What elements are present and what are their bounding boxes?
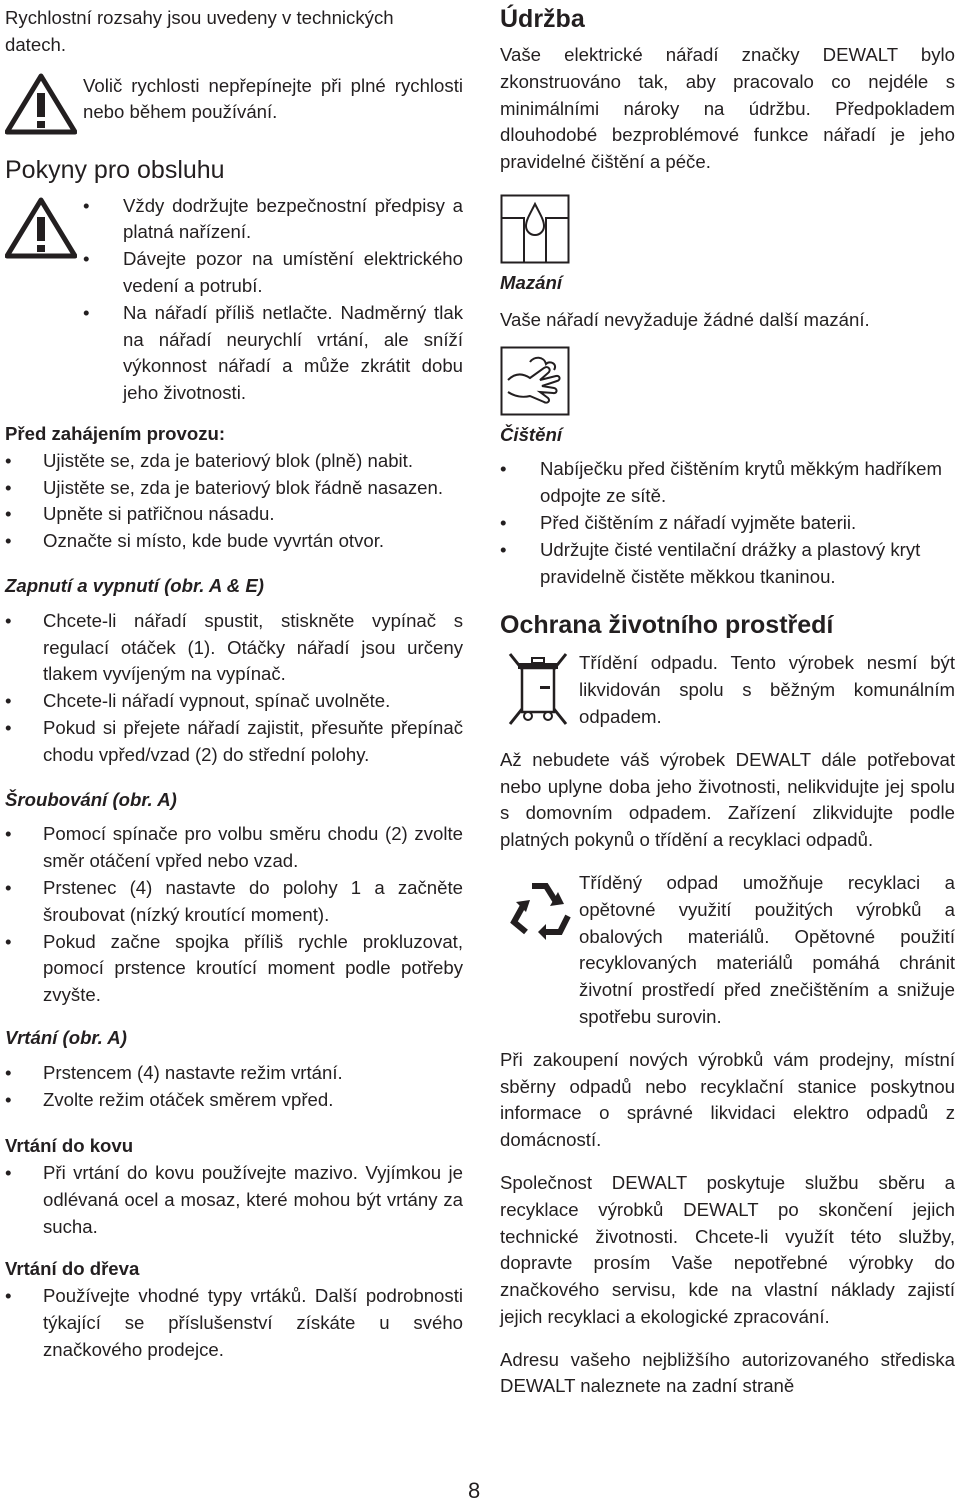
list-item: • Chcete-li nářadí vypnout, spínač uvolněte. <box>5 688 463 715</box>
list-item: • Upněte si patřičnou násadu. <box>5 501 463 528</box>
metal-title: Vrtání do kovu <box>5 1135 134 1157</box>
warning-1-text: Volič rychlosti nepřepínejte při plné rychlosti nebo během používání. <box>83 74 463 123</box>
list-item: • Vždy dodržujte bezpečnostní předpisy a platná nařízení. <box>5 193 463 247</box>
list-item: • Dávejte pozor na umístění elektrického vedení a potrubí. <box>5 246 463 300</box>
env-p3-b: WALT poskytuje službu sběru a recyklace výrobků D <box>500 1171 956 1220</box>
list-item: • Ujistěte se, zda je bateriový blok řádně nasazen. <box>5 475 463 502</box>
onoff-title: Zapnutí a vypnutí (obr. A & E) <box>5 574 264 596</box>
list-item: • Pomocí spínače pro volbu směru chodu (2) zvolte směr otáčení vpřed nebo vzad. <box>5 821 463 875</box>
list-item: • Prstenec (4) nastavte do polohy 1 a začněte šroubovat (nízký kroutící moment). <box>5 875 463 929</box>
weee-text: Třídění odpadu. Tento výrobek nesmí být likvidován spolu s běžným komunálním odpadem. <box>579 652 955 727</box>
screw-list <box>5 821 463 1009</box>
brand-e: E <box>513 1375 526 1397</box>
env-p4-b: WALT naleznete na zadní straně <box>525 1375 795 1397</box>
list-item: • Používejte vhodné typy vrtáků. Další podrobnosti týkající se příslušenství získáte u svého značkového prodejce. <box>5 1283 463 1363</box>
intro-line-1: Rychlostní rozsahy jsou uvedeny v technických <box>5 7 394 28</box>
brand-e: E <box>749 748 762 770</box>
recycle-text: Tříděný odpad umožňuje recyklaci a opětovné využití použitých výrobků a obalových materiálů. Opětovné použití recyklovaných materiálů pomáhá chránit životní prostředí před znečištěním a snižuje spotřebu surovin. <box>579 871 955 1027</box>
operating-list <box>5 193 463 407</box>
env-p1-a: Až nebudete váš výrobek D <box>500 748 750 770</box>
drill-list <box>5 1060 463 1114</box>
brand-e: E <box>625 1171 638 1193</box>
brand-e: E <box>836 44 849 65</box>
list-item: • Prstencem (4) nastavte režim vrtání. <box>5 1060 463 1087</box>
env-p3-a: Společnost D <box>500 1171 626 1193</box>
lube-text: Vaše nářadí nevyžaduje žádné další mazání. <box>500 308 870 330</box>
warning-block-1 <box>5 73 463 141</box>
before-title: Před zahájením provozu: <box>5 422 226 444</box>
list-item: • Udržujte čisté ventilační drážky a plastový kryt pravidelně čistěte měkkou tkaninou. <box>500 537 955 591</box>
list-item: • Pokud začne spojka příliš rychle prokluzovat, pomocí prstence kroutící moment podle potřeby zvyšte. <box>5 929 463 1009</box>
maintenance-text <box>500 42 955 176</box>
recycle-block <box>500 870 955 1031</box>
clean-list <box>500 456 955 590</box>
onoff-list <box>5 608 463 769</box>
env-p1-b: WALT dále potřebovat nebo uplyne doba jeho životnosti, nelikvidujte jej spolu s domovním odpadem. Zařízení zlikvidujte podle platných pokynů o třídění a recyklaci odpadů. <box>500 748 955 851</box>
list-item: • Ujistěte se, zda je bateriový blok (plně) nabit. <box>5 448 463 475</box>
weee-block <box>500 650 955 730</box>
list-item: • Před čištěním z nářadí vyjměte baterii. <box>500 510 955 537</box>
env-paragraph-4 <box>500 1347 955 1401</box>
list-item: • Označte si místo, kde bude vyvrtán otvor. <box>5 528 463 555</box>
intro-line-2: datech. <box>5 33 66 55</box>
list-item: • Zvolte režim otáček směrem vpřed. <box>5 1087 463 1114</box>
maintenance-title: Údržba <box>500 5 585 33</box>
list-item: • Chcete-li nářadí spustit, stiskněte vypínač s regulací otáček (1). Otáčky nářadí jsou určeny tlakem vyvíjeným na vypínač. <box>5 608 463 688</box>
lubrication-drop-icon <box>500 194 570 264</box>
lube-title: Mazání <box>500 271 562 293</box>
list-item: • Nabíječku před čištěním krytů měkkým hadříkem odpojte ze sítě. <box>500 456 955 510</box>
page-number: 8 <box>468 1478 481 1503</box>
cleaning-hand-icon <box>500 346 570 416</box>
wood-title: Vrtání do dřeva <box>5 1258 140 1280</box>
screw-title: Šroubování (obr. A) <box>5 788 177 810</box>
warning-triangle-icon <box>5 73 77 135</box>
clean-title: Čištění <box>500 423 562 445</box>
brand-e: E <box>696 1198 709 1220</box>
operating-title: Pokyny pro obsluhu <box>5 155 225 184</box>
recycle-icon <box>508 880 574 940</box>
list-item: • Pokud si přejete nářadí zajistit, přesuňte přepínač chodu vpřed/vzad (2) do střední polohy. <box>5 715 463 769</box>
maintenance-text-a: Vaše elektrické nářadí značky D <box>500 44 837 65</box>
env-paragraph-1 <box>500 747 955 854</box>
env-p3-c: WALT po skončení jejich technické životnosti. Chcete-li využít této služby, dopravte prosím Vaše nepotřebné výrobky do značkového servisu, kde na vlastní náklady zajistí jejich recyklaci a ekologické zpracování. <box>500 1198 955 1327</box>
metal-list <box>5 1160 463 1240</box>
left-column <box>5 0 463 1364</box>
env-p4-a: Adresu vašeho nejbližšího autorizovaného střediska D <box>500 1348 955 1397</box>
env-paragraph-3 <box>500 1170 955 1331</box>
crossed-bin-icon <box>506 650 570 728</box>
wood-list <box>5 1283 463 1363</box>
maintenance-text-b: WALT bylo zkonstruováno tak, aby pracovalo co nejdéle s minimálními nároky na údržbu. Předpokladem dlouhodobé bezproblémové funkce nářadí je jeho pravidelné čištění a péče. <box>500 44 955 173</box>
list-item: • Na nářadí příliš netlačte. Nadměrný tlak na nářadí neurychlí vrtání, ale sníží výkonnost nářadí a může zkrátit dobu jeho životnosti. <box>5 300 463 407</box>
operating-block <box>5 193 463 407</box>
before-list <box>5 448 463 555</box>
environment-title: Ochrana životního prostředí <box>500 611 834 640</box>
drill-title: Vrtání (obr. A) <box>5 1026 127 1048</box>
env-paragraph-2: Při zakoupení nových výrobků vám prodejny, místní sběrny odpadů nebo recyklační stanice poskytnou informace o správné likvidaci elektro odpadů z domácností. <box>500 1048 955 1151</box>
list-item: • Při vrtání do kovu používejte mazivo. Vyjímkou je odlévaná ocel a mosaz, které mohou být vrtány za sucha. <box>5 1160 463 1240</box>
right-column <box>500 0 955 1400</box>
